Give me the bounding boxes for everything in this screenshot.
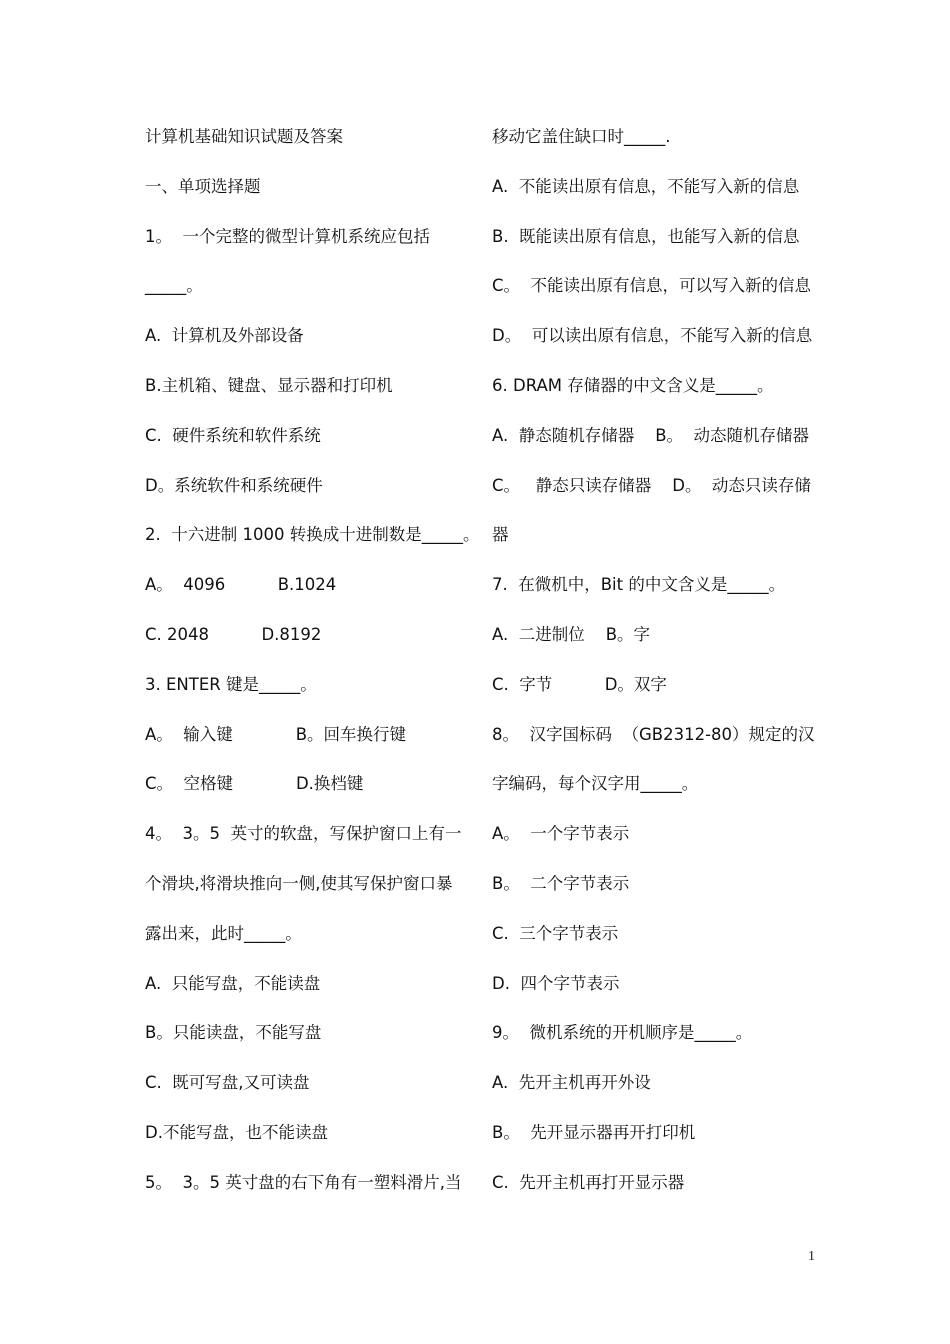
left-column-line: B.主机箱、键盘、显示器和打印机 — [145, 375, 393, 395]
left-column-line: A。 4096 B.1024 — [145, 575, 337, 595]
right-column-line: C。 静态只读存储器 D。 动态只读存储 — [492, 475, 811, 495]
right-column-line: 移动它盖住缺口时_____. — [492, 127, 671, 146]
left-column-line: 一、单项选择题 — [145, 176, 261, 196]
left-column-line: C. 既可写盘,又可读盘 — [145, 1073, 310, 1093]
right-column-line: D. 四个字节表示 — [492, 973, 620, 993]
left-column-line: _____。 — [145, 276, 203, 296]
left-column-line: C。 空格键 D.换档键 — [145, 774, 364, 794]
left-column-line: D。系统软件和系统硬件 — [145, 475, 323, 495]
left-column-line: 计算机基础知识试题及答案 — [145, 127, 343, 146]
right-column-line: 7. 在微机中，Bit 的中文含义是_____。 — [492, 575, 786, 595]
right-column-line: C。 不能读出原有信息，可以写入新的信息 — [492, 276, 812, 296]
right-column — [492, 112, 817, 1208]
left-column-line: D.不能写盘，也不能读盘 — [145, 1122, 328, 1142]
left-column-line: 4。 3。5 英寸的软盘，写保护窗口上有一 — [145, 824, 462, 844]
page-number: 1 — [808, 1249, 815, 1264]
right-column-line: B。 先开显示器再开打印机 — [492, 1122, 696, 1142]
left-column-line: 1。 一个完整的微型计算机系统应包括 — [145, 226, 430, 246]
right-column-line: B。 二个字节表示 — [492, 873, 630, 893]
right-column-line: 9。 微机系统的开机顺序是_____。 — [492, 1023, 753, 1043]
right-column-line: C. 先开主机再打开显示器 — [492, 1172, 685, 1192]
right-column-line: A. 二进制位 B。字 — [492, 624, 651, 644]
right-column-line: C. 字节 D。双字 — [492, 674, 667, 694]
left-column-line: 露出来，此时_____。 — [145, 923, 302, 943]
right-column-line: B. 既能读出原有信息，也能写入新的信息 — [492, 226, 800, 246]
right-column-line: A. 先开主机再开外设 — [492, 1073, 651, 1093]
left-column — [145, 112, 480, 1208]
left-column-line: A。 输入键 B。回车换行键 — [145, 724, 407, 744]
left-column-line: B。只能读盘，不能写盘 — [145, 1023, 322, 1043]
right-column-line: A。 一个字节表示 — [492, 824, 630, 844]
left-column-line: 3. ENTER 键是_____。 — [145, 674, 317, 694]
left-column-line: A. 计算机及外部设备 — [145, 326, 304, 346]
right-column-line: A. 不能读出原有信息，不能写入新的信息 — [492, 176, 800, 196]
right-column-line: C. 三个字节表示 — [492, 923, 619, 943]
left-column-line: C. 2048 D.8192 — [145, 624, 322, 644]
left-column-line: 2. 十六进制 1000 转换成十进制数是_____。 — [145, 525, 480, 545]
right-column-line: D。 可以读出原有信息，不能写入新的信息 — [492, 326, 813, 346]
right-column-line: 8。 汉字国标码 （GB2312-80）规定的汉 — [492, 724, 815, 744]
left-column-line: 个滑块,将滑块推向一侧,使其写保护窗口暴 — [145, 873, 453, 893]
left-column-line: A. 只能写盘，不能读盘 — [145, 973, 321, 993]
left-column-line: 5。 3。5 英寸盘的右下角有一塑料滑片,当 — [145, 1172, 462, 1192]
right-column-line: 字编码，每个汉字用_____。 — [492, 774, 699, 794]
left-column-line: C. 硬件系统和软件系统 — [145, 425, 321, 445]
right-column-line: 6. DRAM 存储器的中文含义是_____。 — [492, 375, 774, 395]
right-column-line: 器 — [492, 525, 509, 545]
right-column-line: A. 静态随机存储器 B。 动态随机存储器 — [492, 425, 810, 445]
